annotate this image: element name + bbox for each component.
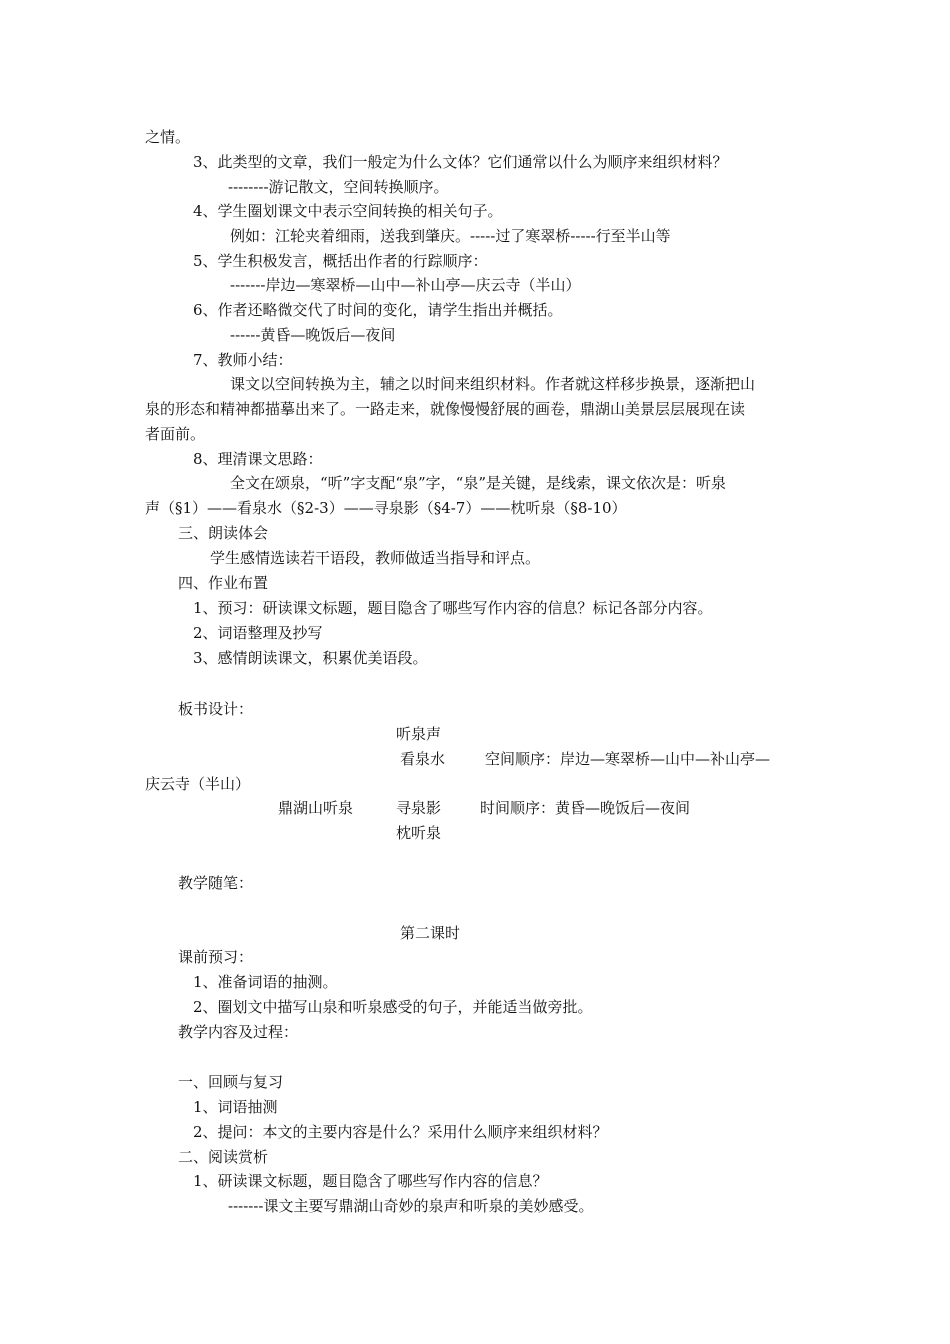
text-line: 声（§1）——看泉水（§2-3）——寻泉影（§4-7）——枕听泉（§8-10）	[145, 499, 627, 517]
text-line: 2、圈划文中描写山泉和听泉感受的句子，并能适当做旁批。	[193, 998, 593, 1016]
text-line: 学生感情选读若干语段，教师做适当指导和评点。	[210, 549, 541, 567]
text-line: 课文以空间转换为主，辅之以时间来组织材料。作者就这样移步换景，逐渐把山	[230, 375, 756, 393]
section-heading: 一、回顾与复习	[178, 1073, 284, 1091]
board-note: 庆云寺（半山）	[145, 775, 251, 793]
board-item: 寻泉影	[396, 799, 442, 817]
text-line: --------游记散文，空间转换顺序。	[228, 178, 449, 196]
text-line: ------黄昏—晚饭后—夜间	[230, 326, 396, 344]
text-line: 例如：江轮夹着细雨，送我到肇庆。-----过了寒翠桥-----行至半山等	[230, 227, 671, 245]
section-heading: 课前预习：	[178, 948, 254, 966]
text-line: 3、感情朗读课文，积累优美语段。	[193, 649, 428, 667]
text-line: -------课文主要写鼎湖山奇妙的泉声和听泉的美妙感受。	[228, 1197, 594, 1215]
text-line: 1、研读课文标题，题目隐含了哪些写作内容的信息？	[193, 1172, 548, 1190]
text-line: -------岸边—寒翠桥—山中—补山亭—庆云寺（半山）	[230, 276, 581, 294]
text-line: 全文在颂泉，“听”字支配“泉”字，“泉”是关键，是线索，课文依次是：听泉	[230, 474, 727, 492]
lesson-heading: 第二课时	[400, 924, 461, 942]
text-line: 2、词语整理及抄写	[193, 624, 323, 642]
section-heading: 教学内容及过程：	[178, 1023, 299, 1041]
section-heading: 三、朗读体会	[178, 524, 269, 542]
board-item: 听泉声	[396, 725, 442, 743]
section-heading: 四、作业布置	[178, 574, 269, 592]
text-line: 1、准备词语的抽测。	[193, 973, 338, 991]
board-item: 看泉水	[400, 750, 446, 768]
text-line: 6、作者还略微交代了时间的变化，请学生指出并概括。	[193, 301, 563, 319]
text-line: 3、此类型的文章，我们一般定为什么文体？它们通常以什么为顺序来组织材料？	[193, 153, 728, 171]
teaching-notes-label: 教学随笔：	[178, 874, 254, 892]
section-heading: 二、阅读赏析	[178, 1148, 269, 1166]
board-note: 时间顺序：黄昏—晚饭后—夜间	[480, 799, 691, 817]
board-design-label: 板书设计：	[178, 700, 254, 718]
board-item: 枕听泉	[396, 824, 442, 842]
text-line: 4、学生圈划课文中表示空间转换的相关句子。	[193, 202, 503, 220]
text-line: 2、提问：本文的主要内容是什么？采用什么顺序来组织材料？	[193, 1123, 608, 1141]
text-line: 1、预习：研读课文标题，题目隐含了哪些写作内容的信息？标记各部分内容。	[193, 599, 713, 617]
text-line: 之情。	[145, 128, 191, 146]
text-line: 8、理清课文思路：	[193, 450, 323, 468]
text-line: 7、教师小结：	[193, 351, 293, 369]
text-line: 者面前。	[145, 425, 206, 443]
text-line: 5、学生积极发言，概括出作者的行踪顺序：	[193, 252, 488, 270]
text-line: 1、词语抽测	[193, 1098, 278, 1116]
text-line: 泉的形态和精神都描摹出来了。一路走来，就像慢慢舒展的画卷，鼎湖山美景层层展现在读	[145, 400, 746, 418]
board-title: 鼎湖山听泉	[278, 799, 354, 817]
board-note: 空间顺序：岸边—寒翠桥—山中—补山亭—	[485, 750, 771, 768]
